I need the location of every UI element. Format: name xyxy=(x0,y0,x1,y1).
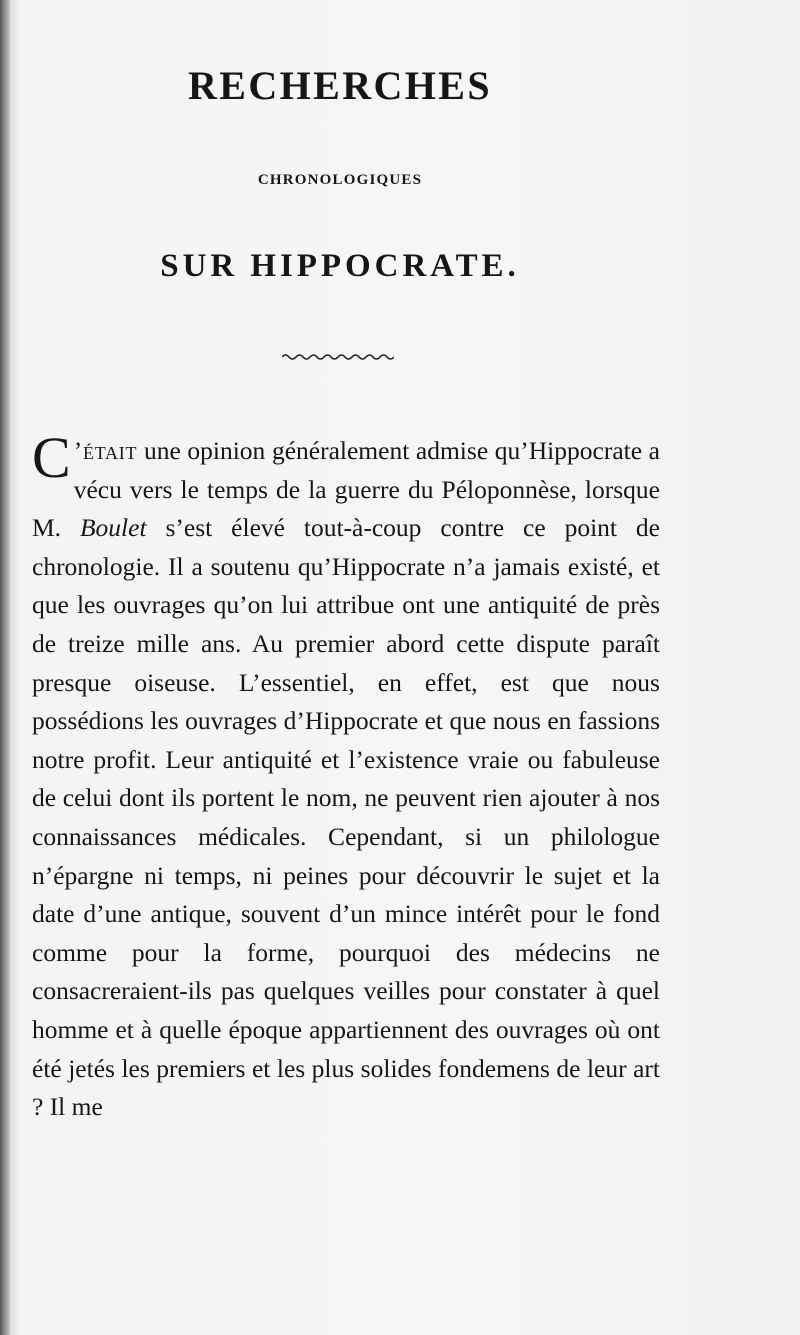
drop-cap: C xyxy=(32,425,71,490)
wavy-ornament-divider xyxy=(282,352,394,362)
title-recherches: RECHERCHES xyxy=(187,63,493,108)
author-name-italic: Boulet xyxy=(79,513,147,543)
lead-smallcaps: ’était xyxy=(73,436,138,465)
title-chronologiques: CHRONOLOGIQUES xyxy=(257,172,423,188)
body-paragraph xyxy=(32,425,660,1127)
page-gutter-shadow xyxy=(0,0,10,1335)
title-sur-hippocrate: SUR HIPPOCRATE. xyxy=(160,248,520,284)
body-text-part-b: s’est élevé tout-à-coup contre ce point de chronologie. Il a soutenu qu’Hippocrate n’a jamais existé, et que les ouvrages qu’on lui attribue ont une antiquité de près de treize mille ans. Au premier abord cette dispute paraît presque oiseuse. L’essentiel, en effet, est que nous possédions les ouvrages d’Hippocrate et que nous en fassions notre profit. Leur antiquité et l’existence vraie ou fabuleuse de celui dont ils portent le nom, ne peuvent rien ajouter à nos connaissances médicales. Cependant, si un philologue n’épargne ni temps, ni peines pour découvrir le sujet et la date d’une antique, souvent d’un mince intérêt pour le fond comme pour la forme, pourquoi des médecins ne consacreraient-ils pas quelques veilles pour constater à quel homme et à quelle époque appartiennent des ouvrages où ont été jetés les premiers et les plus solides fondemens de leur art ? Il me xyxy=(32,513,660,1122)
body-text-part-a: une opinion généralement admise qu’Hippocrate a vécu vers le temps de la guerre du Péloponnèse, lorsque M. xyxy=(32,436,660,543)
